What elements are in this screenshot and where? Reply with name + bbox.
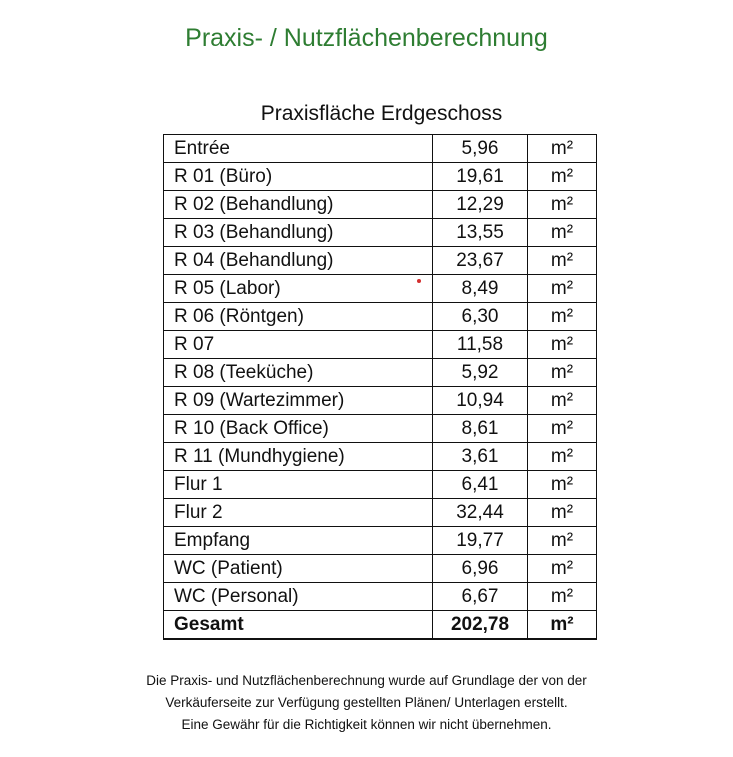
area-unit: m² — [528, 331, 597, 359]
area-unit: m² — [528, 555, 597, 583]
room-name: R 07 — [164, 331, 433, 359]
table-row — [164, 471, 597, 499]
room-name: R 09 (Wartezimmer) — [164, 387, 433, 415]
area-unit: m² — [528, 359, 597, 387]
room-area: 8,49 — [433, 275, 528, 303]
area-table-body — [164, 135, 597, 640]
room-area: 6,41 — [433, 471, 528, 499]
room-area: 11,58 — [433, 331, 528, 359]
area-table — [163, 134, 597, 640]
room-area: 6,96 — [433, 555, 528, 583]
disclaimer-line: Die Praxis- und Nutzflächenberechnung wurde auf Grundlage der von der — [146, 673, 587, 688]
table-row — [164, 275, 597, 303]
room-name: Entrée — [164, 135, 433, 163]
area-unit: m² — [528, 303, 597, 331]
room-area: 8,61 — [433, 415, 528, 443]
room-area: 10,94 — [433, 387, 528, 415]
table-row — [164, 387, 597, 415]
table-row — [164, 163, 597, 191]
disclaimer-line: Eine Gewähr für die Richtigkeit können wir nicht übernehmen. — [181, 717, 552, 732]
room-area: 6,67 — [433, 583, 528, 611]
table-row — [164, 555, 597, 583]
table-row — [164, 331, 597, 359]
table-row — [164, 191, 597, 219]
area-unit: m² — [528, 527, 597, 555]
room-name: R 08 (Teeküche) — [164, 359, 433, 387]
area-unit: m² — [528, 415, 597, 443]
room-name: WC (Patient) — [164, 555, 433, 583]
total-unit: m² — [528, 611, 597, 640]
room-area: 5,92 — [433, 359, 528, 387]
room-name: R 02 (Behandlung) — [164, 191, 433, 219]
table-row — [164, 583, 597, 611]
disclaimer — [0, 670, 733, 736]
room-area: 32,44 — [433, 499, 528, 527]
room-area: 5,96 — [433, 135, 528, 163]
area-unit: m² — [528, 163, 597, 191]
room-name: R 06 (Röntgen) — [164, 303, 433, 331]
area-unit: m² — [528, 247, 597, 275]
room-area: 19,61 — [433, 163, 528, 191]
table-row — [164, 499, 597, 527]
room-name: R 01 (Büro) — [164, 163, 433, 191]
area-unit: m² — [528, 387, 597, 415]
area-unit: m² — [528, 499, 597, 527]
table-row — [164, 135, 597, 163]
room-name: R 03 (Behandlung) — [164, 219, 433, 247]
room-name: Flur 2 — [164, 499, 433, 527]
room-area: 23,67 — [433, 247, 528, 275]
total-area: 202,78 — [433, 611, 528, 640]
area-unit: m² — [528, 135, 597, 163]
table-row — [164, 219, 597, 247]
room-name: Empfang — [164, 527, 433, 555]
table-row — [164, 527, 597, 555]
room-area: 19,77 — [433, 527, 528, 555]
area-unit: m² — [528, 219, 597, 247]
table-row — [164, 415, 597, 443]
room-area: 3,61 — [433, 443, 528, 471]
area-unit: m² — [528, 191, 597, 219]
red-marker-dot — [417, 279, 421, 283]
room-name: R 10 (Back Office) — [164, 415, 433, 443]
room-name: R 05 (Labor) — [164, 275, 433, 303]
table-row — [164, 359, 597, 387]
total-label: Gesamt — [164, 611, 433, 640]
room-name: R 11 (Mundhygiene) — [164, 443, 433, 471]
area-unit: m² — [528, 275, 597, 303]
room-name: R 04 (Behandlung) — [164, 247, 433, 275]
disclaimer-line: Verkäuferseite zur Verfügung gestellten Plänen/ Unterlagen erstellt. — [165, 695, 568, 710]
table-title: Praxisfläche Erdgeschoss — [260, 102, 503, 125]
room-area: 13,55 — [433, 219, 528, 247]
area-unit: m² — [528, 443, 597, 471]
room-name: WC (Personal) — [164, 583, 433, 611]
table-row — [164, 303, 597, 331]
table-row — [164, 443, 597, 471]
area-unit: m² — [528, 471, 597, 499]
page-title: Praxis- / Nutzflächenberechnung — [185, 24, 548, 52]
room-name: Flur 1 — [164, 471, 433, 499]
room-area: 6,30 — [433, 303, 528, 331]
table-row — [164, 247, 597, 275]
room-area: 12,29 — [433, 191, 528, 219]
total-row — [164, 611, 597, 640]
area-unit: m² — [528, 583, 597, 611]
